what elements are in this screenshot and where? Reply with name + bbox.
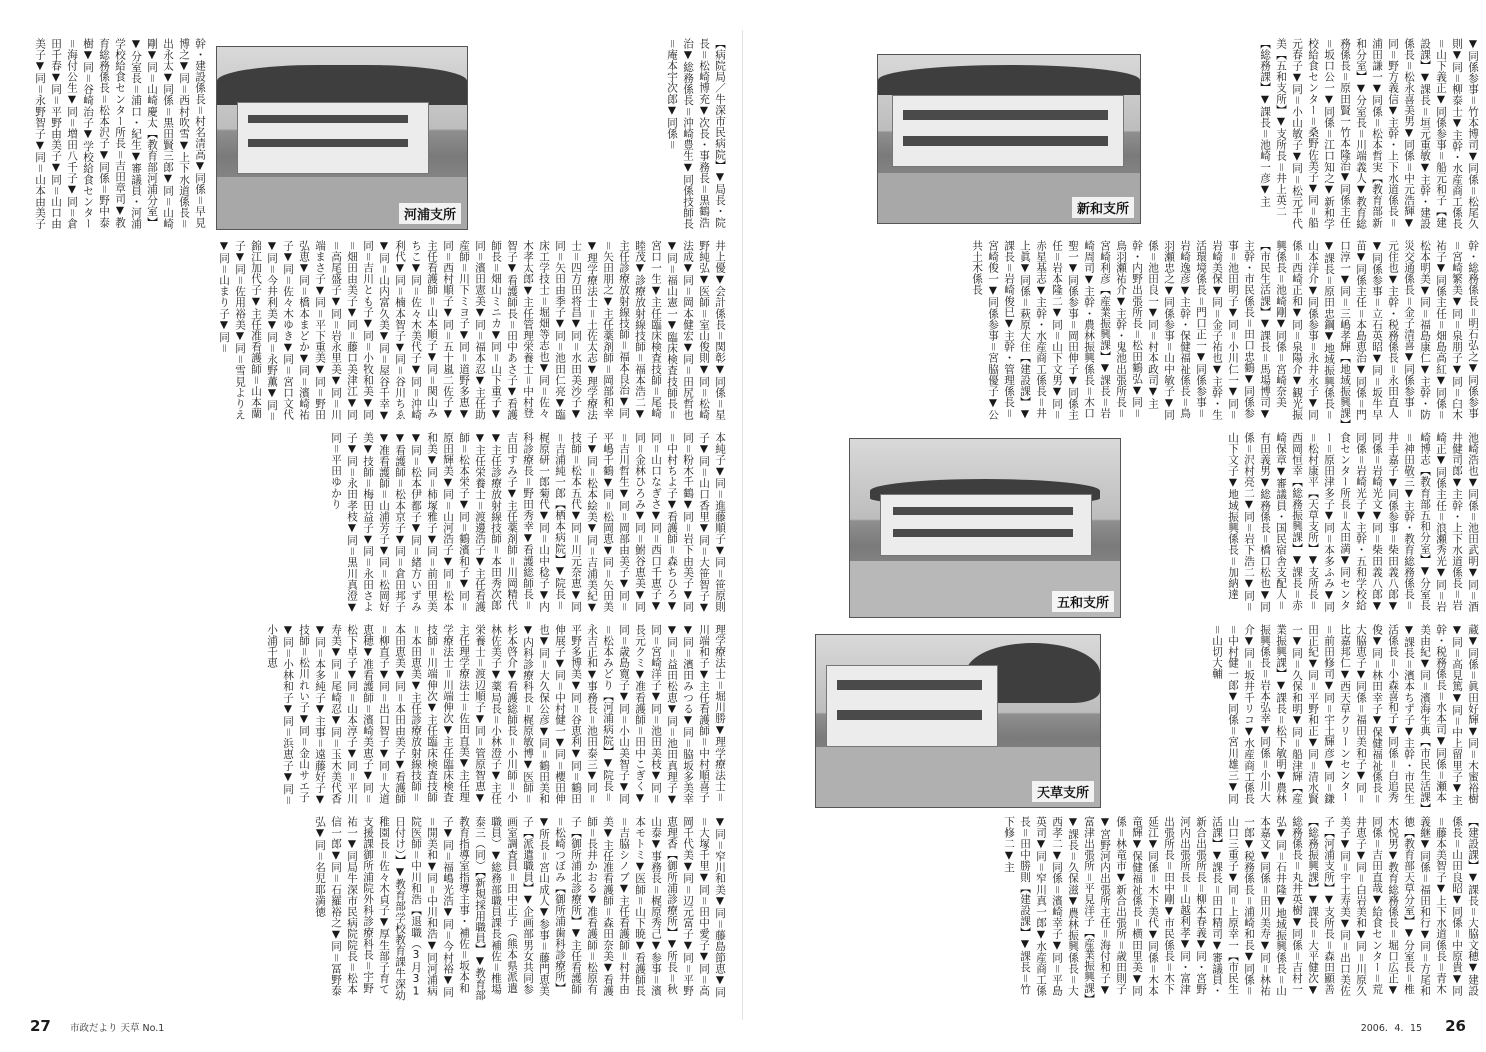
photo-caption-kawaura: 河浦支所 xyxy=(399,203,461,224)
photo-caption-amakusa: 天草支所 xyxy=(1032,781,1094,802)
right-band-4 xyxy=(801,624,1481,810)
left-band-top xyxy=(34,38,728,238)
photo-caption-itsuwa: 五和支所 xyxy=(1052,591,1114,612)
left-footer xyxy=(30,1016,164,1035)
left-band-2 xyxy=(48,240,728,430)
left-band-3 xyxy=(48,432,728,618)
shinwa-branch-photo xyxy=(877,54,1141,224)
left-column-2: 幹・建設係長＝村名清高▼同係＝早見博之▼同＝西村吹雪▼上下水道係長＝出永太▼同係＝黒田賢三郎▼同＝山崎剛▼同＝山崎慶太【教育部河浦分室】▼分室長＝浦口・紀生▼審議員・河浦学校給食センター所長＝吉田章司▼教育総務係長＝松本沢子▼同係＝野中泰樹▼同＝谷崎治子▼学校給食センター＝海付公生▼同＝増田八千子▼同＝倉田千春▼同＝平野由美子▼同＝山口由美子▼同＝永野智子▼同＝山本由美子 xyxy=(34,38,206,230)
right-band-top xyxy=(801,38,1481,238)
left-column-4: 本純子▼同＝進藤順子▼同＝笹原則子▼同＝山口香里▼同＝大笹智子▼同＝粉木千鶴▼同＝岩下由美子▼同＝中村ちよ子▼看護師＝森ちひろ▼同＝山口なぎさ▼同＝西口千恵子▼同＝金林ひろみ▼同＝鮒谷恵美▼同＝吉川哲生▼同＝岡部由美子▼同＝平嶋千鶴▼同＝松岡恵▼同＝矢田美子▼同＝松本絵美▼同＝吉浦美紀▼技師＝松本五代▼同＝川元奈恵▼同＝吉浦純一郎【栖本病院】▼院長＝梶原研一郎菊代▼同＝山中稔子▼内科診療長＝野田秀幸▼看護総師長＝吉田すみ子▼主任薬剤師＝川岡精代▼主任診療放射線技師＝本田秀次郎▼主任栄養士＝渡邊浩子▼主任看護師＝松本栄子▼同＝鶴濱和子▼同＝原田輝美▼同＝山河浩子▼同＝松本和美▼同＝柿塚雅子▼同＝前田里美▼同＝松本伊都子▼同＝緒方いずみ▼看護師＝松本京子▼同＝倉田邦子▼准看護師＝山浦芳子▼同＝松岡好美▼技師＝梅田益子▼同＝永田さよ子▼同＝永田孝枝▼同＝黒川真澄▼同＝平田ゆかり xyxy=(330,432,726,614)
itsuwa-branch-photo xyxy=(849,438,1121,618)
right-page xyxy=(743,0,1486,1052)
kawaura-branch-photo xyxy=(216,46,468,230)
right-column-5: 【建設課】▼課長＝大脇文穂▼建設係長＝山田良昭▼同係＝中原貴▼同＝藤本美智子▼上下水道係長＝青木義継▼同係＝福田和行▼同＝方尾和徳【教育部天草分室】▼分室長＝椎木悦男▼教育総務係長＝堀口広正▼同係＝吉田直哉▼給食センター＝荒井恵子▼同＝白岩美和▼同＝川原久美子▼同＝宇土寿美▼同＝出口美佐子【河浦支所】▼支所長＝森田顯善【総務振興課】▼課長＝大平健次▼総務係長＝丸井英樹▼同係＝吉村一弘▼同＝石井隆▼地域振興係長＝山本嘉文▼同係＝田川美寿▼同＝林祐一郎▼税務係長＝浦崎和長▼同係＝山口三重子▼同＝上原幸一【市民生活課】▼課長＝田口精司▼審議員・新合出張所長＝柳本春義▼同・宮野河内出張所長＝山越利孝▼同・富津出張所長＝田中剛▼市民係長＝木下延江▼同係＝木下美代▼同係＝木本竜輝▼保健福祉係長＝横田里美▼同係＝林竜市▼新合出張所＝歳田則子▼宮野河内出張所主任＝海付和子▼富津出張所＝平見洋子【産業振興課】▼課長＝久保滋▼農林振興係長＝大西孝二▼同係＝濱崎幸子▼同＝平島英司▼同＝窄川真一郎▼水産商工係長＝田中勝則【建設課】▼課長＝竹下修二▼主 xyxy=(1003,816,1479,1000)
right-band-3 xyxy=(801,432,1481,618)
right-column-2: 幹・総務係長＝明石弘之▼同係参事＝宮崎繁美▼同＝泉朋子▼同＝臼木祐子▼同係主任＝畑島高紅▼同係＝松本明美▼同＝福島康仁▼主幹・防災交通係長＝金子清喜▼同係参事＝元住也▼主幹・税務係長＝永田直人▼同係参事＝立石英昭▼同＝坂牛早苗▼同係主任＝本島恵治▼同係＝門口淳一▼同＝三嶋孝輝【地域振興課】▼課長＝原田忠鋼▼地域振興係長＝山本洋介▼同係参事＝永井永子▼同係＝西崎正和▼同＝泉陽介▼観光振興係長＝池崎剛▼同係＝宮崎奈美【市民生活課】▼課長＝馬場博司▼主幹・市民係長＝田口忠鶴▼同係参事＝池田明子▼同＝小川仁一▼同＝岩崎美保▼同＝金子祐也▼主幹・生活環境係長＝門口正一▼同係参事＝岩崎逸彦▼主幹・保健福祉係長＝鳥羽瀬忠之▼同係参事＝山中敏子▼同係＝池田良一▼同＝村本政司▼主幹・内野出張所長＝松田鶴弘▼同＝鳥羽瀬祐介▼主幹・鬼池出張所長＝宮崎利彦【産業振興課】▼課長＝岩崎周司▼主幹・農林振興係長＝木口聖一▼同係参事＝岡田伸子▼同係主任＝岩本隆二▼同＝山下文男▼同＝赤星基志▼主幹・水産商工係長＝井上眞▼同係＝萩原大住【建設課】▼課長＝岩崎俊巳▼主幹・管理係長＝宮崎俊一▼同係参事＝宮脇優子▼公共土木係長 xyxy=(971,240,1479,425)
right-band-2 xyxy=(801,240,1481,430)
footer-date: 2006．4．15 xyxy=(1360,1023,1423,1034)
left-column-3: 井上優▼会計係長＝関彰▼同係＝星野純弘▼医師＝室山俊則▼同＝松崎法成▼同＝岡本健宏▼同＝田尻哲也▼同＝福山憲一▼臨床検査技師長＝宮口一生▼主任臨床検査技師＝尾崎睦茂▼診療放射線技師＝福本浩二▼主任診療放射線技師＝福本良治▼同＝矢田朋之▼主任薬剤師＝岡部和幸▼理学療法士＝土佐太志▼理学療法士＝四方田将昌▼同＝水田美沙子▼同＝矢田由季子▼同＝池田仁亮▼臨床工学技士＝堀畑等志也▼同＝佐々木孝太郎▼主任管理栄養士＝中村登智子▼看護師長＝田中あさ子▼看護師長＝畑山ミニカ▼同＝山下重子▼同＝濱田憲美▼同＝福本忍▼主任助産師＝川下ミヨ子▼同＝道野多恵▼同＝西村順子▼同＝五十嵐二佐子▼主任看護師＝山本順子▼同＝関山みちこ▼同＝佐々木美代子▼同＝沖崎利代▼同＝楠本智子▼同＝谷川ちゑ▼同＝山内富久美▼同＝屋谷千幸▼同＝吉川とも子▼同＝小牧和美▼同＝畑田由美子▼同＝藤口美津江▼同＝高尾盛子▼同＝岩永里美▼同＝川端まさ子▼同＝平下重美▼同＝野田弘恵▼同＝橋本まどか▼同＝濱崎祐子▼同＝佐々木ゆき▼同＝宮口文代▼同＝今井利美▼同＝永野薫▼同＝錦江加代子▼主任准看護師＝山本蘭子▼同＝佐用裕美▼同＝雪見よりえ▼同＝山まり子▼同＝ xyxy=(218,240,726,422)
amakusa-branch-photo xyxy=(815,634,1101,808)
photo-caption-shinwa: 新和支所 xyxy=(1072,197,1134,218)
footer-title: 市政だより 天草 No.1 xyxy=(69,1023,165,1034)
left-column-6: ▼同＝窄川和美▼同＝藤島節恵▼同＝大塚千里▼同＝田中愛子▼同＝高岡千代美▼同＝辺元富子▼同＝平野恵理香【御所浦診療所】▼所長＝秋山泰▼事務長＝梶原秀己▼参事＝濱本モトミ▼医師＝山下暁▼看護師長＝吉脇シノブ▼主任看護師＝村井由美▼主任准看護師＝森田奈美▼看護師＝長井かおる▼准看護師＝松原有子【御所浦北診療所】▼主任看護師＝松崎つぼみ【御所浦歯科診療所】▼所長＝宮山成人▼参事＝藤門恵美子【派遣職員】▼企画部男女共同参画室調査員＝田中正子（熊本県派遣職員）▼総務部職員課長補佐＝椎場泰三（同）【新規採用職員】▼教育部教育指導室指導主事・補佐＝坂本和子▼同＝福嶋光浩▼同＝今村裕▼同＝開美和▼同＝中川和浩▼同河浦病院医師＝中川和浩【退職（3月31日付け）】▼教育部学校教育課牛深幼稚園長＝佐々木貞子▼厚生部子育て支援課御所浦院外科診療科長＝宇野祐一▼同局牛深市民病院院長＝松本信一郎▼同＝石羅裕之▼同＝冨野泰弘▼同＝名児耶満徳 xyxy=(314,816,726,1001)
right-column-1: ▼同係参事＝竹本博司▼同係＝松尾久則▼同＝柳泰士▼主幹・水産商工係長＝山下義正▼同係参事＝船元和子【建設課】▼課長＝垣元重敏▼主幹・建設係長＝松永喜美男▼同係＝中元浩輝▼同＝野方義信▼主幹・上下水道係長＝浦田謙一▼同係＝松本哲実【教育部新和分室】▼分室長＝川端義人▼教育総務係長＝原田賢一竹本隆治▼同係主任＝坂口公一▼同係＝江口知之▼新和学校給食センター＝桑野佐美子▼同＝船元春子▼同＝小山敏子▼同＝松元千代美【五和支所】▼支所長＝井上英二【総務課】▼課長＝池崎一彦▼主 xyxy=(1259,38,1479,230)
left-column-5: 理学療法士＝堀川勝▼理学療法士＝川端和子▼主任看護師＝中村順喜子▼同＝濱田みつる▼同＝脇坂多美幸▼同＝益田松恵▼同＝池田真理子▼同＝宮崎洋子▼同＝池田美枝▼同＝長元クミ▼准看護師＝田中こぎく▼同＝歳島寛子▼同＝小山美智子▼同＝松本みどり【河浦病院】▼院長＝永吉正和▼事務長＝池田泰三▼同＝平野多博美▼同＝谷恵利▼同＝鶴田伸展子▼同＝中村健一▼同＝櫻田伸也▼同＝大久保公彦▼同＝鶴田美和▼内科診療科長＝梶原敏博▼医師＝杉本啓介▼看護総師長＝小川師＝小林佐美子▼薬局長＝小林澄子▼主任栄養士＝渡辺順子▼同＝管原智恵▼主任理学療法士＝佐田直美▼主任理学療法士＝川端伸次▼主任臨床検査技師＝川端伸次▼主任臨床検査技師＝本田恵美▼主任診療放射線技師＝本田恵美▼同＝本田由美子▼看護師＝柳直子▼同＝出口智子▼同＝大道恵穂▼准看護師＝濱崎美恵子▼同＝松下卓子▼同＝山本淳子▼同＝平川寿美▼同＝尾崎忍▼同＝玉木美代香▼同＝本多純子▼主事＝遠藤好子▼技師＝松川れい子▼同＝金山サエ子▼同＝小林和子▼同＝浜恵子▼同＝小浦千恵 xyxy=(266,624,726,806)
page-number-left: 27 xyxy=(30,1017,51,1035)
right-footer xyxy=(1361,1016,1466,1035)
left-column-1: 【病院局／牛深市民病院】▼局長・院長＝松崎博充▼次長・事務長＝黒鶴浩治▼総務係長＝沖崎豊生▼同係技師長＝庵本宇次郎▼同係＝ xyxy=(666,38,726,230)
right-column-4: 蔵▼同係＝眞田好輝▼同＝木蜜裕樹▼同＝高見篤▼同＝中上留里子▼主幹・税務係長＝水本司▼同係＝瀬本美由紀▼同＝濱海生典【市民生活課】▼課長＝濱本ちず子▼主幹・市民生活係長＝小森喜和子▼同係＝白追秀俊▼同＝林田幸子▼保健福祉係長＝大脇恵子▼同係＝福田美和子▼同＝比嘉邦仁▼西天草クリーンセンター＝前田修司▼同＝宇土輝彦▼同＝鎌田正紀▼同＝平野和正▼同＝清水賢一▼同＝久保和明▼同＝船津輝【産業振興課】▼課長＝松下敏明▼農林振興係長＝岩本弘幸▼同係＝小川大介▼同＝坂井千リコ▼水産商工係長＝中村健一郎▼同係＝宮川雄三▼同＝山切大輔 xyxy=(1211,624,1479,809)
right-column-3: 池崎浩也▼同係＝池田武明▼同＝酒井健司郎▼主幹・上下水道係長＝岩崎正▼同係主任＝浪瀬秀光▼同＝岩崎博志【教育部五和分室】▼分室長＝神田敬三▼主幹・教育総務係長＝井手嘉子▼同係参事＝柴田義八郎▼同係＝岩崎光文▼同＝柴田義八郎▼同係＝岩崎光子▼主幹・五和学校給食センター所長＝太田満▼同センター＝原田津多子▼同＝本多ふみ▼同＝松村康平【天草支所】▼支所長＝西岡恒幸【総務振興課】▼課長＝赤崎保章▼審議員・国民宿舎支配人＝有田義男▼総務係長＝橋口松也▼同係＝沢村亮二▼同＝岩下浩二▼同＝山下文子▼地域振興係長＝加納達 xyxy=(1227,432,1479,613)
left-band-4 xyxy=(48,624,728,810)
page-number-right: 26 xyxy=(1445,1017,1466,1035)
left-band-5 xyxy=(48,816,728,1002)
right-band-5 xyxy=(801,816,1481,1002)
